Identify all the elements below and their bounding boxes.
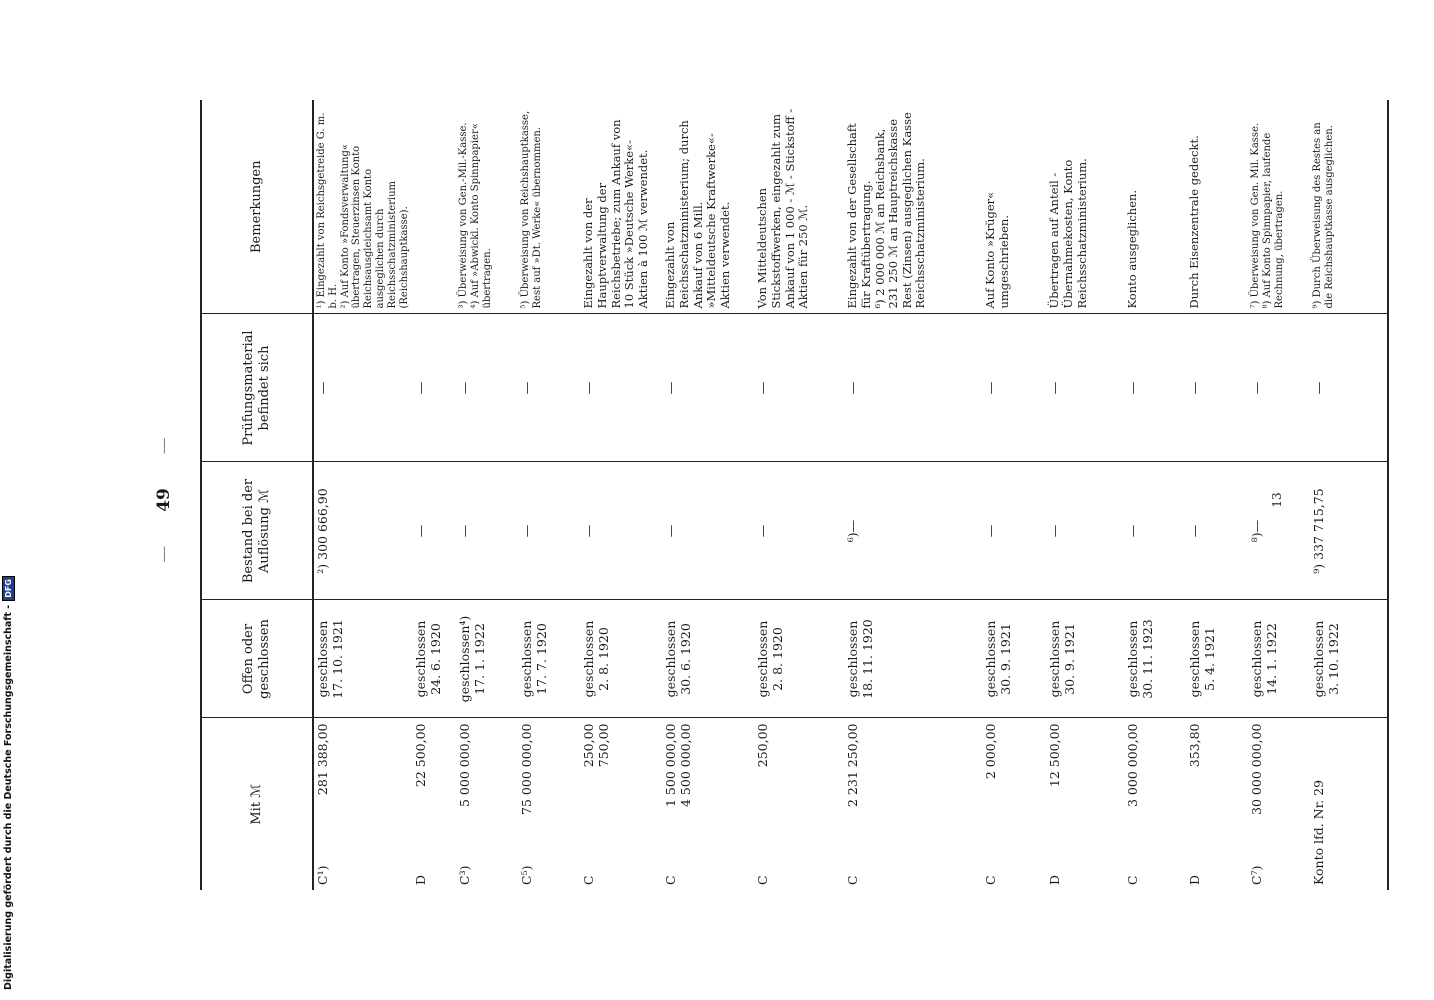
mit-cell [1310,718,1388,890]
header-status: Offen oder geschlossen [201,600,313,718]
remark-cell: ⁵) Überweisung von Reichshauptkasse, Rest auf »Dt. Werke« übernommen. [518,100,580,314]
table-row [1310,100,1388,890]
mit-cell [518,718,580,890]
status-cell: geschlossen 30. 9. 1921 [1046,600,1124,718]
pruefung-cell: — [1310,314,1388,462]
pruefung-cell: — [1186,314,1248,462]
remark-cell: Eingezahlt von Reichsschatzministerium; durch Ankauf von 6 Mill. »Mitteldeutsche Kraftwerke«-Aktien verwendet. [662,100,754,314]
pruefung-cell: — [1046,314,1124,462]
header-pruefung: Prüfungsmaterial befindet sich [201,314,313,462]
header-row [201,100,313,890]
status-cell: geschlossen 3. 10. 1922 [1310,600,1388,718]
bestand-cell: — [754,462,844,600]
status-cell: geschlossen 14. 1. 1922 [1248,600,1310,718]
remark-cell: ¹) Eingezahlt von Reichsgetreide G. m. b. H. ²) Auf Konto »Fondsverwaltung« übertragen, Steuerzinsen Konto Reichsausgleichsamt Konto ausgeglichen durch Reichsschatzministerium (Reichshauptkasse). [313,100,412,314]
table-row [456,100,518,890]
folio-number: 13 [1270,492,1284,508]
table-row [754,100,844,890]
table-row [412,100,456,890]
amount: 250,00 750,00 [581,723,612,768]
bestand-cell: — [662,462,754,600]
bestand-cell: ⁶)— [844,462,982,600]
pruefung-cell: — [518,314,580,462]
status-cell: geschlossen 2. 8. 1920 [580,600,662,718]
amount: 12 500,00 [1047,723,1063,788]
table-row [580,100,662,890]
bestand-cell: — [1124,462,1186,600]
page-number: 49 [154,488,174,512]
account-mark: C¹) [315,865,330,885]
status-cell: geschlossen 17. 10. 1921 [313,600,412,718]
pruefung-cell: — [662,314,754,462]
status-cell: geschlossen⁴) 17. 1. 1922 [456,600,518,718]
account-mark: C⁷) [1249,865,1265,885]
remark-cell: Auf Konto »Krüger« umgeschrieben. [982,100,1046,314]
remark-cell: Eingezahlt von der Gesellschaft für Kraftübertragung. ⁶) 2 000 000 ℳ an Reichsbank, 231 250 ℳ an Hauptreichskasse Rest (Zinsen) ausgeglichen Kasse Reichsschatzministerium. [844,100,982,314]
pruefung-cell: — [982,314,1046,462]
status-cell: geschlossen 30. 11. 1923 [1124,600,1186,718]
remark-cell: Durch Eisenzentrale gedeckt. [1186,100,1248,314]
account-mark: C [581,875,597,885]
bestand-cell: — [982,462,1046,600]
sidebar-strip [0,0,22,1000]
mit-cell [1186,718,1248,890]
table-row [982,100,1046,890]
table-row [662,100,754,890]
pruefung-cell: — [844,314,982,462]
remark-cell: ⁹) Durch Überweisung des Restes an die Reichshauptkasse ausgeglichen. [1310,100,1388,314]
pruefung-cell: — [1248,314,1310,462]
status-cell: geschlossen 18. 11. 1920 [844,600,982,718]
rotated-content [150,0,1342,1000]
bestand-cell: — [580,462,662,600]
amount: 30 000 000,00 [1249,723,1265,815]
mit-cell [456,718,518,890]
remark-cell: Von Mitteldeutschen Stickstoffwerken, eingezahlt zum Ankauf von 1 000 - ℳ - Stickstoff - Aktien für 250 ℳ. [754,100,844,314]
amount: 281 388,00 [315,723,330,796]
table-row [1186,100,1248,890]
account-mark: C [1125,875,1141,885]
remark-cell: Konto ausgeglichen. [1124,100,1186,314]
remark-cell: Übertragen auf Anteil - Übernahmekosten, Konto Reichsschatzministerium. [1046,100,1124,314]
table-row [518,100,580,890]
amount: 2 231 250,00 [845,723,861,807]
pruefung-cell: — [456,314,518,462]
account-mark: C [845,875,861,885]
account-mark: D [1187,874,1203,885]
bestand-cell: — [412,462,456,600]
amount: 5 000 000,00 [457,723,473,807]
status-cell: geschlossen 30. 9. 1921 [982,600,1046,718]
status-cell: geschlossen 2. 8. 1920 [754,600,844,718]
mit-cell [754,718,844,890]
account-mark: C³) [457,865,473,885]
remark-cell: Eingezahlt von der Hauptverwaltung der Reichsbetriebe; zum Ankauf von 10 Stück »Deutsche Werke«-Aktien à 100 ℳ verwendet. [580,100,662,314]
mit-cell [313,718,412,890]
ledger-table [200,100,1389,890]
mit-cell [662,718,754,890]
pruefung-cell: — [412,314,456,462]
remark-cell: ³) Überweisung von Gen.-Mil.-Kasse. ⁴) Auf »Abwickl. Konto Spinnpapier« übertragen. [456,100,518,314]
mit-cell [844,718,982,890]
status-cell: geschlossen 24. 6. 1920 [412,600,456,718]
bestand-cell: ⁹) 337 715,75 [1310,462,1388,600]
page-header [154,0,174,1000]
remark-cell [412,100,456,314]
pruefung-cell: — [1124,314,1186,462]
amount: 75 000 000,00 [519,723,535,815]
account-mark: C [755,875,771,885]
status-cell: geschlossen 5. 4. 1921 [1186,600,1248,718]
header-mit: Mit ℳ [201,718,313,890]
remark-cell: ⁷) Überweisung von Gen. Mil. Kasse. ⁸) Auf Konto Spinnpapier, laufende Rechnung, übertragen. [1248,100,1310,314]
header-bemerkungen: Bemerkungen [201,100,313,314]
account-mark: C [663,875,679,885]
bestand-cell: — [1046,462,1124,600]
mit-cell [412,718,456,890]
pruefung-cell: — [580,314,662,462]
status-cell: geschlossen 17. 7. 1920 [518,600,580,718]
bestand-cell: ²) 300 666,90 [313,462,412,600]
account-mark: C⁵) [519,865,535,885]
document-page [150,0,1342,1000]
account-mark: D [413,874,429,885]
amount: 2 000,00 [983,723,999,780]
pruefung-cell: — [313,314,412,462]
bestand-cell: — [518,462,580,600]
credit-text: Digitalisierung gefördert durch die Deutsche Forschungsgemeinschaft - [3,604,14,990]
mit-cell [1124,718,1186,890]
account-mark: Konto lfd. Nr. 29 [1311,779,1327,885]
amount: 3 000 000,00 [1125,723,1141,807]
ledger-body [313,100,1388,890]
bestand-cell: — [456,462,518,600]
table-row [313,100,412,890]
pruefung-cell: — [754,314,844,462]
digitization-credit [2,560,15,990]
table-row [1124,100,1186,890]
mit-cell [580,718,662,890]
header-bestand: Bestand bei der Auflösung ℳ [201,462,313,600]
status-cell: geschlossen 30. 6. 1920 [662,600,754,718]
bestand-cell: ⁸)— [1248,462,1310,600]
bestand-cell: — [1186,462,1248,600]
mit-cell [1046,718,1124,890]
amount: 353,80 [1187,723,1203,768]
page-dash-right: — [154,437,174,455]
page-dash-left: — [154,545,174,563]
mit-cell [982,718,1046,890]
dfg-logo: DFG [2,576,15,601]
amount: 1 500 000,00 4 500 000,00 [663,723,694,807]
table-row [844,100,982,890]
table-row [1046,100,1124,890]
account-mark: D [1047,874,1063,885]
amount: 250,00 [755,723,771,768]
amount: 22 500,00 [413,723,429,788]
account-mark: C [983,875,999,885]
